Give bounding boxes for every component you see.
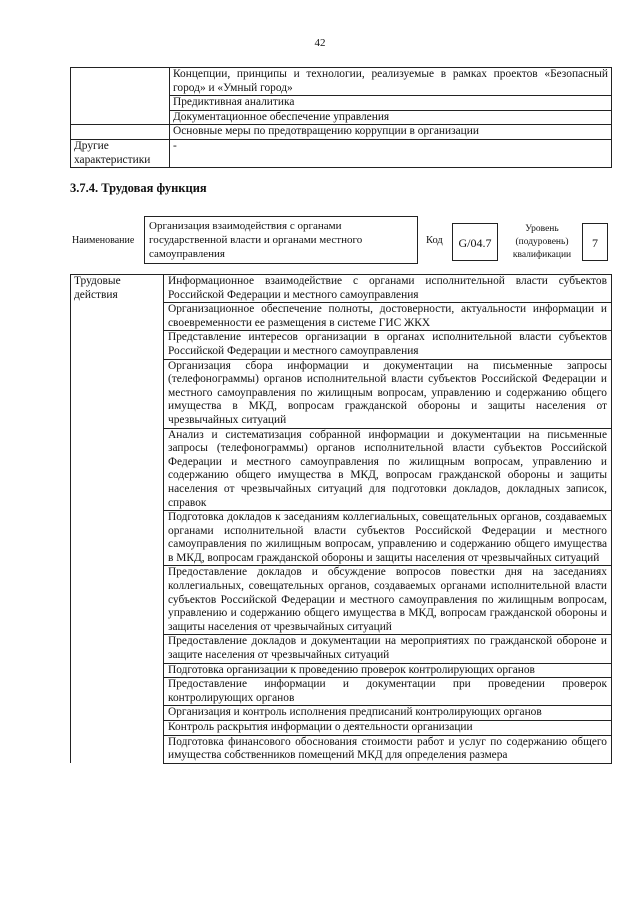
page-number: 42 (314, 37, 326, 49)
work-action-item: Информационное взаимодействие с органами исполнительной власти субъектов Российской Федерации и местного самоуправления (164, 275, 612, 303)
work-action-item: Подготовка организации к проведению проверок контролирующих органов (164, 663, 612, 678)
table-row (71, 96, 612, 111)
row-text: Предиктивная аналитика (170, 96, 612, 111)
row-label (71, 110, 170, 125)
qualification-level: 7 (582, 223, 608, 261)
work-action-item: Организационное обеспечение полноты, достоверности, актуальности информации и своевременности ее размещения в системе ГИС ЖКХ (164, 303, 612, 331)
work-actions-label: Трудовые действия (71, 275, 164, 764)
function-header (70, 216, 612, 266)
function-code: G/04.7 (452, 223, 498, 261)
qualification-level-label: Уровень (подуровень) квалификации (512, 224, 572, 260)
work-action-item: Организация и контроль исполнения предписаний контролирующих органов (164, 706, 612, 721)
row-label: Другие характеристики (71, 139, 170, 167)
characteristics-table (70, 67, 612, 168)
work-action-item: Контроль раскрытия информации о деятельности организации (164, 721, 612, 736)
row-label (71, 125, 170, 140)
table-row (71, 125, 612, 140)
work-action-item: Организация сбора информации и документации на письменные запросы (телефонограммы) органов исполнительной власти субъектов Российской Федерации и местного самоуправления по жилищным вопросам, управлению и содержанию общего имущества в МКД, вопросам гражданской обороны и защиты населения от чрезвычайных ситуаций (164, 359, 612, 428)
row-label (71, 96, 170, 111)
row-text: Документационное обеспечение управления (170, 110, 612, 125)
row-label (71, 68, 170, 96)
work-action-item: Предоставление информации и документации при проведении проверок контролирующих органов (164, 678, 612, 706)
work-action-item: Подготовка финансового обоснования стоимости работ и услуг по содержанию общего имущества собственников помещений МКД для определения размера (164, 735, 612, 763)
work-action-item: Представление интересов организации в органах исполнительной власти субъектов Российской Федерации и местного самоуправления (164, 331, 612, 359)
work-action-item: Подготовка докладов к заседаниям коллегиальных, совещательных органов, создаваемых органами исполнительной власти субъектов Российской Федерации и местного самоуправления по жилищным вопросам, управлению и содержанию общего имущества в МКД, вопросам гражданской обороны и защиты населения от чрезвычайных ситуаций (164, 511, 612, 566)
table-row (71, 110, 612, 125)
table-row (71, 139, 612, 167)
row-text: Основные меры по предотвращению коррупции в организации (170, 125, 612, 140)
function-name-label: Наименование (72, 235, 135, 246)
row-text: - (170, 139, 612, 167)
table-row (71, 275, 612, 303)
section-heading: 3.7.4. Трудовая функция (70, 181, 207, 195)
row-text: Концепции, принципы и технологии, реализуемые в рамках проектов «Безопасный город» и «Умный город» (170, 68, 612, 96)
function-name: Организация взаимодействия с органами государственной власти и органами местного самоуправления (144, 216, 418, 264)
work-actions-table (70, 274, 612, 764)
table-row (71, 68, 612, 96)
work-action-item: Предоставление докладов и обсуждение вопросов повестки дня на заседаниях коллегиальных, совещательных органов, создаваемых органами исполнительной власти субъектов Российской Федерации и местного самоуправления по жилищным вопросам, управлению и содержанию общего имущества в МКД, вопросам гражданской обороны и защиты населения от чрезвычайных ситуаций (164, 566, 612, 635)
function-code-label: Код (426, 235, 443, 246)
work-action-item: Анализ и систематизация собранной информации и документации на письменные запросы (телефонограммы) органов исполнительной власти субъектов Российской Федерации и местного самоуправления по жилищным вопросам, управлению и содержанию общего имущества в МКД, вопросам гражданской обороны и защиты населения от чрезвычайных ситуаций для подготовки докладов, докладных записок, справок (164, 428, 612, 511)
work-action-item: Предоставление докладов и документации на мероприятиях по гражданской обороне и защите населения от чрезвычайных ситуаций (164, 635, 612, 663)
